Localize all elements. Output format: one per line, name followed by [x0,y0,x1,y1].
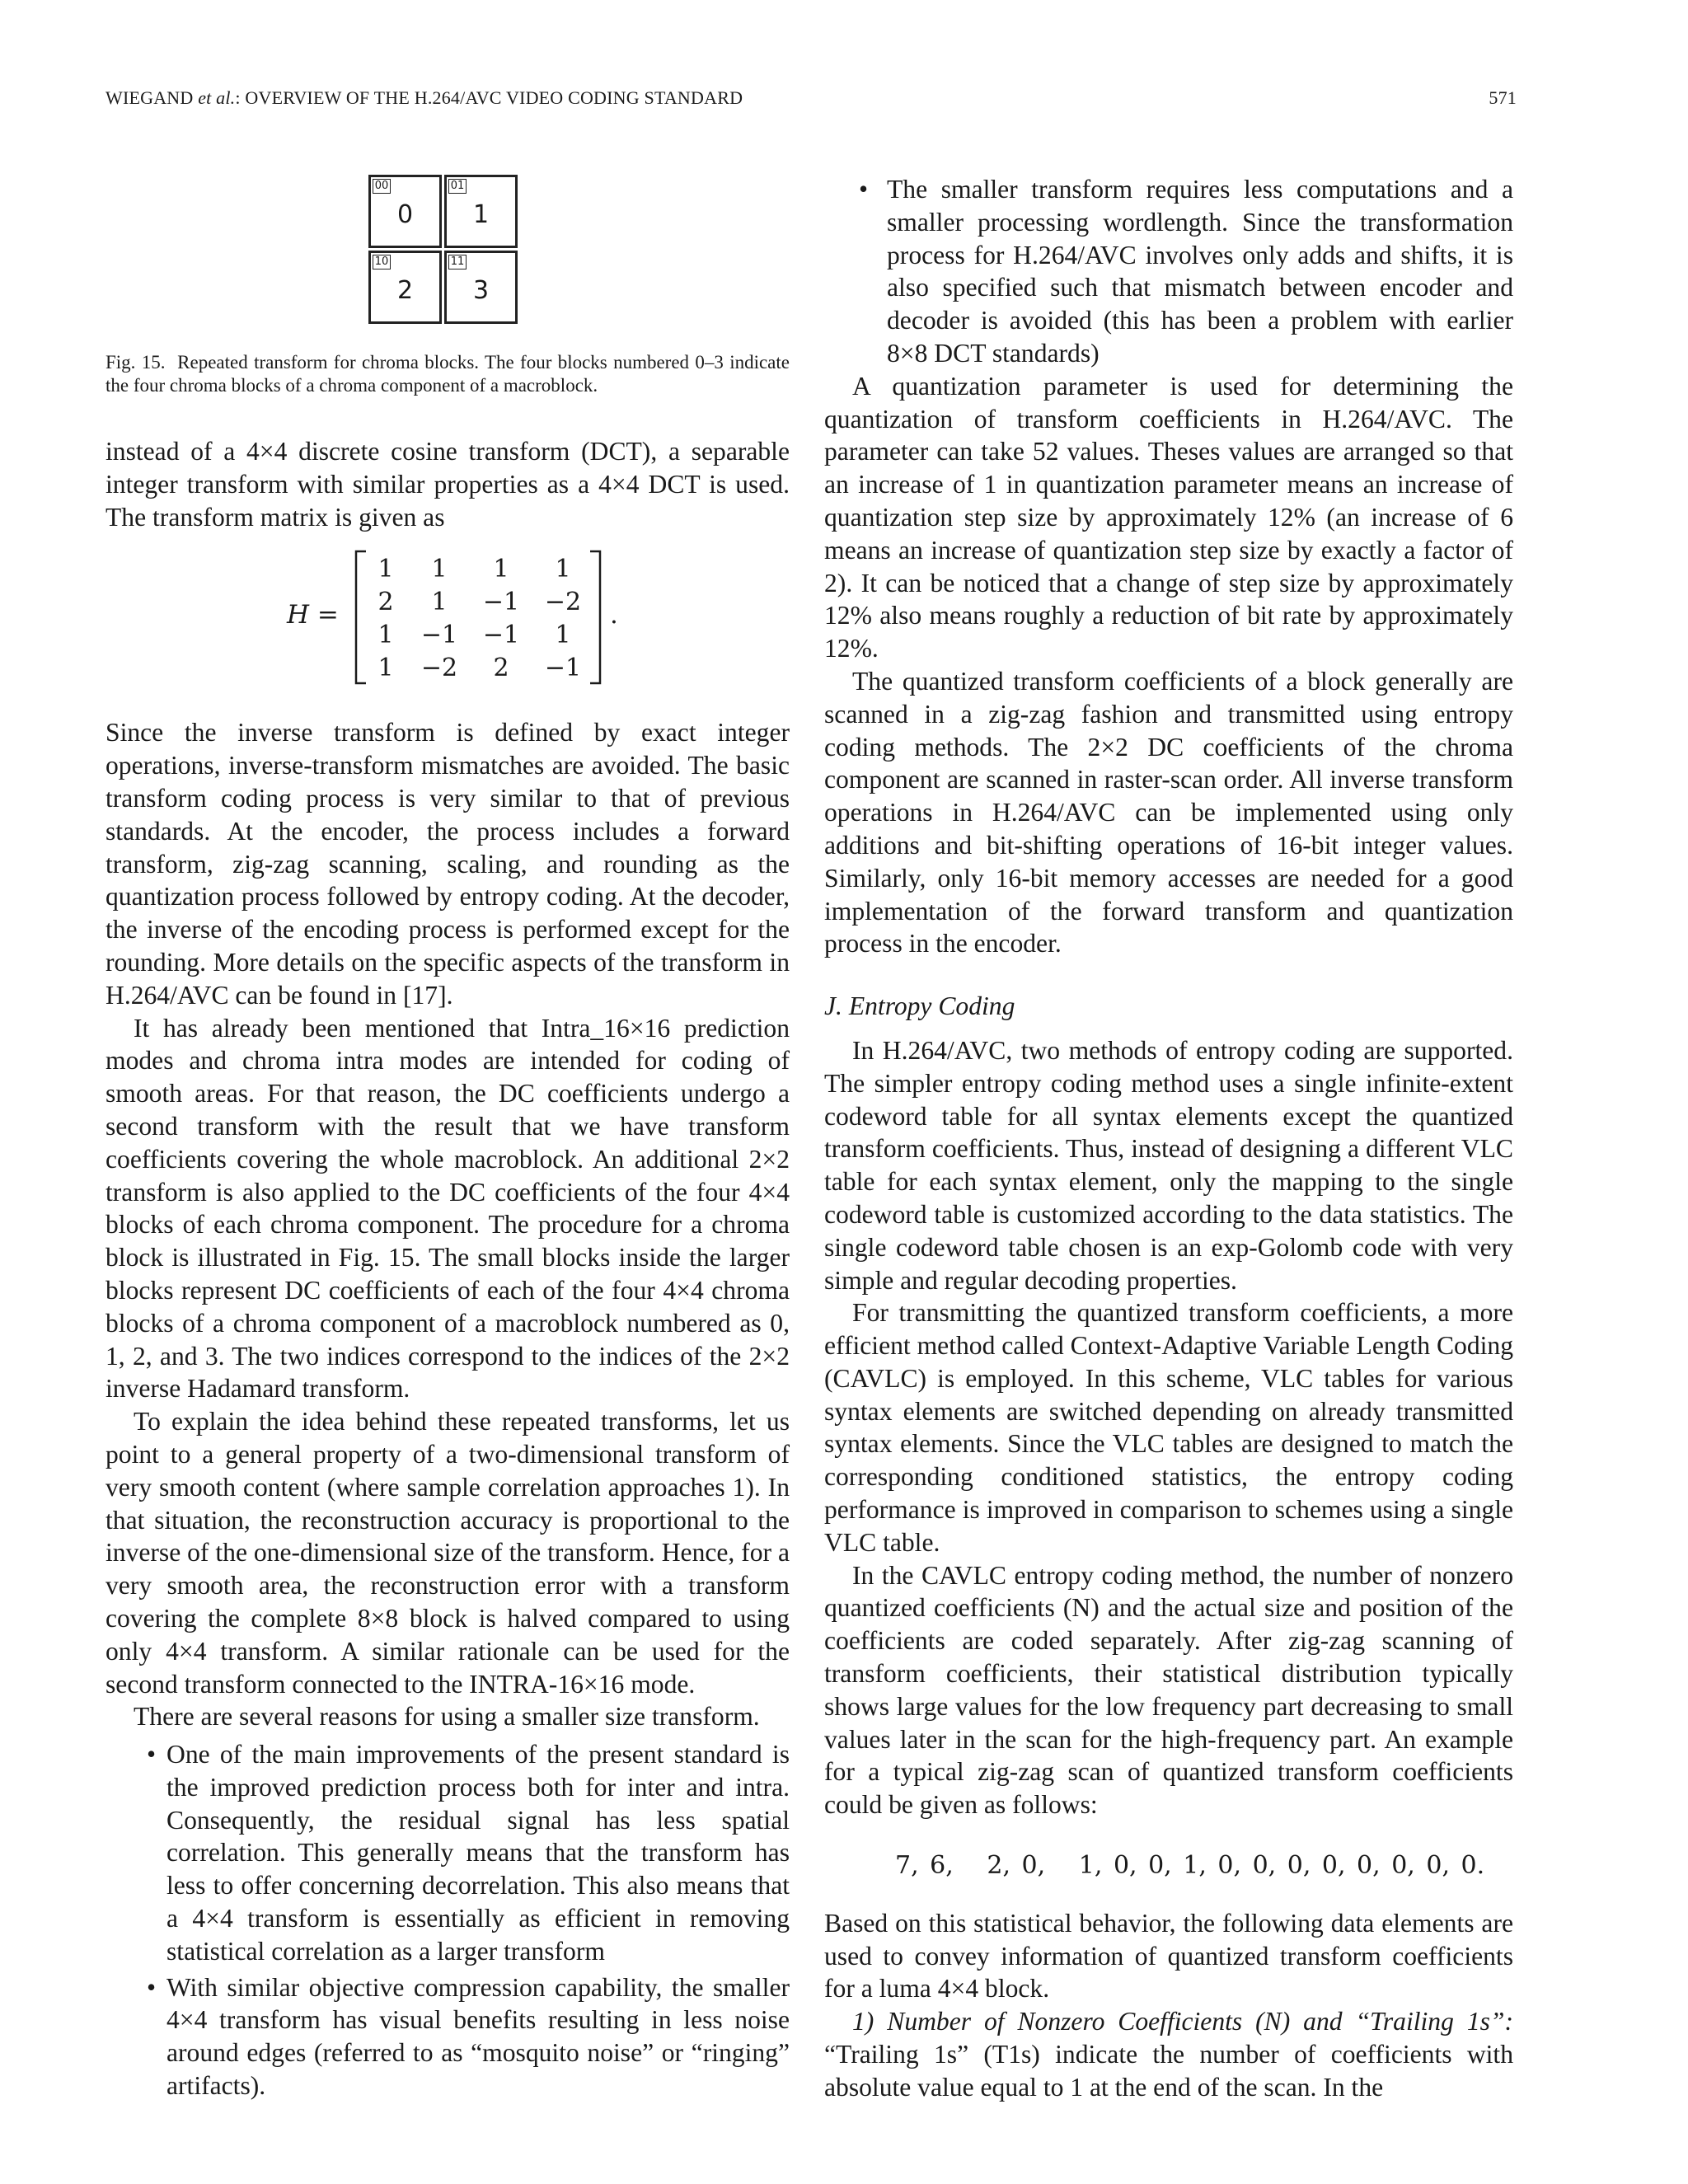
block-index: 11 [448,255,467,269]
paragraph-text: “Trailing 1s” (T1s) indicate the number of coefficients with absolute value equal to 1 at the end of the scan. In the [824,2040,1513,2102]
block-index: 00 [373,179,391,194]
equation-transform-matrix [106,545,790,701]
paragraph: Since the inverse transform is defined by exact integer operations, inverse-transform mismatches are avoided. The basic transform coding process is very similar to that of previous standards. At the encoder, the process includes a forward transform, zig-zag scanning, scaling, and rounding as the quantization process followed by entropy coding. At the decoder, the inverse of the encoding process is performed except for the rounding. More details on the specific aspects of the transform in H.264/AVC can be found in [17]. [106,718,790,1010]
matrix-row [361,553,592,586]
paragraph: For transmitting the quantized transform coefficients, a more efficient method called Context-Adaptive Variable Length Coding (CAVLC) is employed. In this scheme, VLC tables for various syntax elements are switched depending on already transmitted syntax elements. Since the VLC tables are designed to match the corresponding conditioned statistics, the entropy coding performance is improved in comparison to schemes using a single VLC table. [824,1298,1513,1557]
bullet-icon: • [147,1740,157,1769]
chroma-block-0 [368,175,442,248]
paragraph: In the CAVLC entropy coding method, the number of nonzero quantized coefficients (N) and the actual size and position of the coefficients are coded separately. After zig-zag scanning of transform coefficients, their statistical distribution typically shows large values for the low frequency part decreasing to small values later in the scan for the high-frequency part. An example for a typical zig-zag scan of quantized transform coefficients could be given as follows: [824,1560,1513,1820]
matrix-cell: 1 [493,555,509,584]
paragraph: instead of a 4×4 discrete cosine transform (DCT), a separable integer transform with similar properties as a 4×4 DCT is used. The transform matrix is given as [106,437,790,532]
block-index: 10 [373,255,391,269]
list-item-text: The smaller transform requires less computations and a smaller processing wordlength. Since the transformation process for H.264/AVC involves only adds and shifts, it is also specified such that mismatch between encoder and decoder is avoided (this has been a problem with earlier 8×8 DCT standards) [887,175,1513,368]
figure-15-graphic [368,175,522,328]
block-index: 01 [448,179,467,194]
matrix-cell: −1 [544,653,582,682]
running-head-pre: WIEGAND [106,87,199,108]
paragraph [824,2005,1513,2103]
bullet-list [106,1738,790,2102]
matrix-row [361,652,592,685]
matrix-cell: 1 [555,555,571,584]
subsection-heading: 1) Number of Nonzero Coefficients (N) and “Trailing 1s”: [852,2007,1513,2036]
matrix-row [361,619,592,652]
block-label: 3 [472,276,490,305]
paragraph: The quantized transform coefficients of a block generally are scanned in a zig-zag fashion and transmitted using entropy coding methods. The 2×2 DC coefficients of the chroma component are scanned in raster-scan order. All inverse transform operations in H.264/AVC can be implemented using only additions and bit-shifting operations of 16-bit integer values. Similarly, only 16-bit memory accesses are needed for a good implementation of the forward transform and quantization process in the encoder. [824,666,1513,958]
caption-label: Fig. 15. [106,352,166,373]
section-heading: J. Entropy Coding [824,991,1015,1021]
list-item-text: With similar objective compression capability, the smaller 4×4 transform has visual benefits resulting in less noise around edges (referred to as “mosquito noise” or “ringing” artifacts). [166,1972,790,2101]
page-number: 571 [1489,87,1517,108]
bullet-icon: • [859,175,869,204]
matrix-cell: 2 [377,588,394,617]
caption-text: Repeated transform for chroma blocks. The four blocks numbered 0–3 indicate the four chroma blocks of a chroma component of a macroblock. [106,352,790,396]
running-head [106,87,743,109]
block-label: 1 [472,200,490,229]
matrix-cell: 1 [377,653,394,682]
bullet-list [824,173,1513,370]
list-item [106,1738,790,1968]
paragraph: To explain the idea behind these repeated transforms, let us point to a general property of a two-dimensional transform of very smooth content (where sample correlation approaches 1). In that situation, the reconstruction accuracy is proportional to the inverse of the one-dimensional size of the transform. Hence, for a very smooth area, the reconstruction error with a transform covering the complete 8×8 block is halved compared to using only 4×4 transform. A similar rationale can be used for the second transform connected to the INTRA-16×16 mode. [106,1407,790,1699]
chroma-block-1 [444,175,518,248]
list-item-text: One of the main improvements of the present standard is the improved prediction process both for inter and intra. Consequently, the residual signal has less spatial correlation. This generally means that the transform has less to offer concerning decorrelation. This also means that a 4×4 transform is essentially as efficient in removing statistical correlation as a larger transform [166,1740,790,1966]
running-head-post: : OVERVIEW OF THE H.264/AVC VIDEO CODING STANDARD [235,87,743,108]
left-column [106,435,790,2102]
paragraph: It has already been mentioned that Intra_16×16 prediction modes and chroma intra modes are intended for coding of smooth areas. For that reason, the DC coefficients undergo a second transform with the result that we have transform coefficients covering the whole macroblock. An additional 2×2 transform is also applied to the DC coefficients of the four 4×4 blocks of each chroma component. The procedure for a chroma block is illustrated in Fig. 15. The small blocks inside the larger blocks represent DC coefficients of each of the four 4×4 chroma blocks of a chroma component of a macroblock numbered as 0, 1, 2, and 3. The two indices correspond to the indices of the 2×2 inverse Hadamard transform. [106,1013,790,1404]
list-item [824,173,1513,370]
chroma-block-3 [444,251,518,324]
figure-15-caption [106,351,790,396]
matrix-label: H = [287,600,339,630]
matrix-cell: −1 [420,620,458,649]
paragraph: There are several reasons for using a smaller size transform. [134,1702,760,1732]
matrix-cell: 1 [431,588,448,617]
running-head-etal: et al. [198,87,236,108]
matrix-table [361,553,592,684]
matrix-cell: 2 [493,653,509,682]
matrix-end: . [610,600,618,630]
bullet-icon: • [147,1972,157,2002]
matrix-cell: 1 [555,620,571,649]
matrix-cell: −1 [482,620,520,649]
chroma-block-2 [368,251,442,324]
matrix-cell: 1 [377,620,394,649]
matrix-cell: −2 [544,588,582,617]
list-item [106,1971,790,2102]
paragraph: In H.264/AVC, two methods of entropy coding are supported. The simpler entropy coding method uses a single infinite-extent codeword table for all syntax elements except the quantized transform coefficients. Thus, instead of designing a different VLC table for each syntax element, only the mapping to the single codeword table is customized according to the data statistics. The single codeword table chosen is an exp-Golomb code with very simple and regular decoding properties. [824,1035,1513,1295]
paragraph: A quantization parameter is used for determining the quantization of transform coefficients in H.264/AVC. The parameter can take 52 values. Theses values are arranged so that an increase of 1 in quantization parameter means an increase of quantization step size by approximately 12% (an increase of 6 means an increase of quantization step size by exactly a factor of 2). It can be noticed that a change of step size by approximately 12% also means roughly a reduction of bit rate by approximately 12%. [824,371,1513,663]
matrix-cell: 1 [431,555,448,584]
matrix-cell: −2 [420,653,458,682]
matrix-h [354,550,602,685]
zigzag-sequence: 7, 6, 2, 0, 1, 0, 0, 1, 0, 0, 0, 0, 0, 0, 0, 0. [895,1851,1485,1881]
matrix-row [361,586,592,619]
matrix-cell: −1 [482,588,520,617]
block-label: 0 [396,200,414,229]
paragraph: Based on this statistical behavior, the following data elements are used to convey information of quantized transform coefficients for a luma 4×4 block. [824,1908,1513,2004]
block-label: 2 [396,276,414,305]
right-column [824,173,1513,2104]
matrix-cell: 1 [377,555,394,584]
